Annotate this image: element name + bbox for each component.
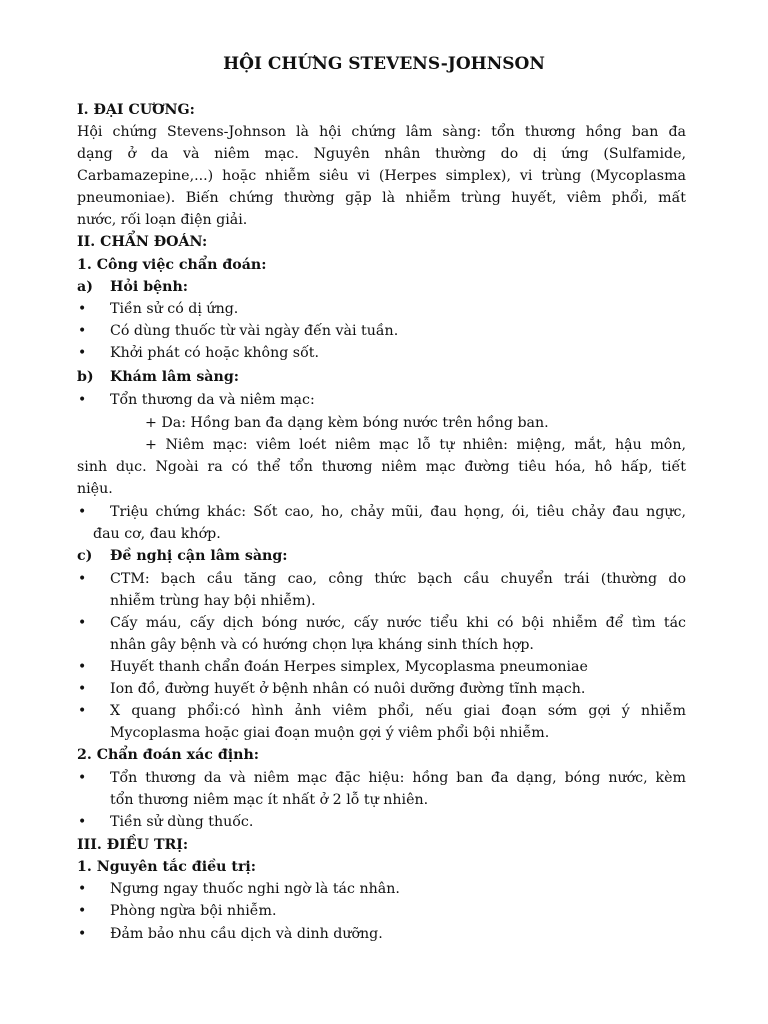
list-item: Khởi phát có hoặc không sốt. [110, 345, 319, 361]
list-marker: c) [77, 548, 93, 564]
bullet-icon: • [78, 615, 87, 631]
bullet-icon: • [78, 345, 87, 361]
list-item: Cấy máu, cấy dịch bóng nước, cấy nước tiểu khi có bội nhiễm để tìm tác [110, 615, 686, 631]
subsection-heading: Đề nghị cận lâm sàng: [110, 548, 288, 564]
list-item: Tổn thương da và niêm mạc đặc hiệu: hồng ban đa dạng, bóng nước, kèm [110, 770, 686, 786]
subsection-heading: 2. Chẩn đoán xác định: [77, 747, 260, 763]
subsection-heading: 1. Công việc chẩn đoán: [77, 257, 267, 273]
subsection-heading: Hỏi bệnh: [110, 279, 189, 295]
subsection-heading: 1. Nguyên tắc điều trị: [77, 859, 257, 875]
list-item: Huyết thanh chẩn đoán Herpes simplex, Mycoplasma pneumoniae [110, 659, 588, 675]
list-item: + Da: Hồng ban đa dạng kèm bóng nước trên hồng ban. [145, 415, 549, 431]
list-item: X quang phổi:có hình ảnh viêm phổi, nếu giai đoạn sớm gợi ý nhiễm [110, 703, 686, 719]
list-item: Có dùng thuốc từ vài ngày đến vài tuần. [110, 323, 399, 339]
bullet-icon: • [78, 392, 87, 408]
list-item: Triệu chứng khác: Sốt cao, ho, chảy mũi, đau họng, ói, tiêu chảy đau ngực, [110, 504, 686, 520]
subsection-heading: Khám lâm sàng: [110, 369, 239, 385]
list-item: Tiền sử dùng thuốc. [110, 814, 254, 830]
list-marker: b) [77, 369, 94, 385]
paragraph-line: nước, rối loạn điện giải. [77, 212, 248, 228]
list-item: tổn thương niêm mạc ít nhất ở 2 lỗ tự nhiên. [110, 792, 429, 808]
list-item: CTM: bạch cầu tăng cao, công thức bạch cầu chuyển trái (thường do [110, 571, 686, 587]
list-item: sinh dục. Ngoài ra có thể tổn thương niêm mạc đường tiêu hóa, hô hấp, tiết [77, 459, 686, 475]
bullet-icon: • [78, 814, 87, 830]
bullet-icon: • [78, 323, 87, 339]
list-item: Ion đồ, đường huyết ở bệnh nhân có nuôi dưỡng đường tĩnh mạch. [110, 681, 586, 697]
bullet-icon: • [78, 903, 87, 919]
bullet-icon: • [78, 681, 87, 697]
list-item: Ngưng ngay thuốc nghi ngờ là tác nhân. [110, 881, 400, 897]
paragraph-line: Hội chứng Stevens-Johnson là hội chứng lâm sàng: tổn thương hồng ban đa [77, 124, 686, 140]
list-marker: a) [77, 279, 93, 295]
list-item: niệu. [77, 481, 113, 497]
list-item: nhiễm trùng hay bội nhiễm). [110, 593, 316, 609]
paragraph-line: Carbamazepine,...) hoặc nhiễm siêu vi (Herpes simplex), vi trùng (Mycoplasma [77, 168, 686, 184]
list-item: đau cơ, đau khớp. [93, 526, 221, 542]
bullet-icon: • [78, 926, 87, 942]
bullet-icon: • [78, 881, 87, 897]
list-item: nhân gây bệnh và có hướng chọn lựa kháng sinh thích hợp. [110, 637, 534, 653]
bullet-icon: • [78, 571, 87, 587]
bullet-icon: • [78, 504, 87, 520]
page-title: HỘI CHỨNG STEVENS-JOHNSON [223, 54, 545, 74]
bullet-icon: • [78, 659, 87, 675]
section-heading-dieu-tri: III. ĐIỀU TRỊ: [77, 837, 189, 853]
bullet-icon: • [78, 301, 87, 317]
list-item: Tiền sử có dị ứng. [110, 301, 239, 317]
section-heading-dai-cuong: I. ĐẠI CƯƠNG: [77, 102, 195, 118]
list-item: + Niêm mạc: viêm loét niêm mạc lỗ tự nhiên: miệng, mắt, hậu môn, [145, 437, 686, 453]
list-item: Tổn thương da và niêm mạc: [110, 392, 315, 408]
bullet-icon: • [78, 703, 87, 719]
paragraph-line: pneumoniae). Biến chứng thường gặp là nhiễm trùng huyết, viêm phổi, mất [77, 190, 686, 206]
paragraph-line: dạng ở da và niêm mạc. Nguyên nhân thường do dị ứng (Sulfamide, [77, 146, 686, 162]
list-item: Phòng ngừa bội nhiễm. [110, 903, 277, 919]
bullet-icon: • [78, 770, 87, 786]
list-item: Đảm bảo nhu cầu dịch và dinh dưỡng. [110, 926, 383, 942]
section-heading-chan-doan: II. CHẨN ĐOÁN: [77, 234, 208, 250]
list-item: Mycoplasma hoặc giai đoạn muộn gợi ý viêm phổi bội nhiễm. [110, 725, 550, 741]
